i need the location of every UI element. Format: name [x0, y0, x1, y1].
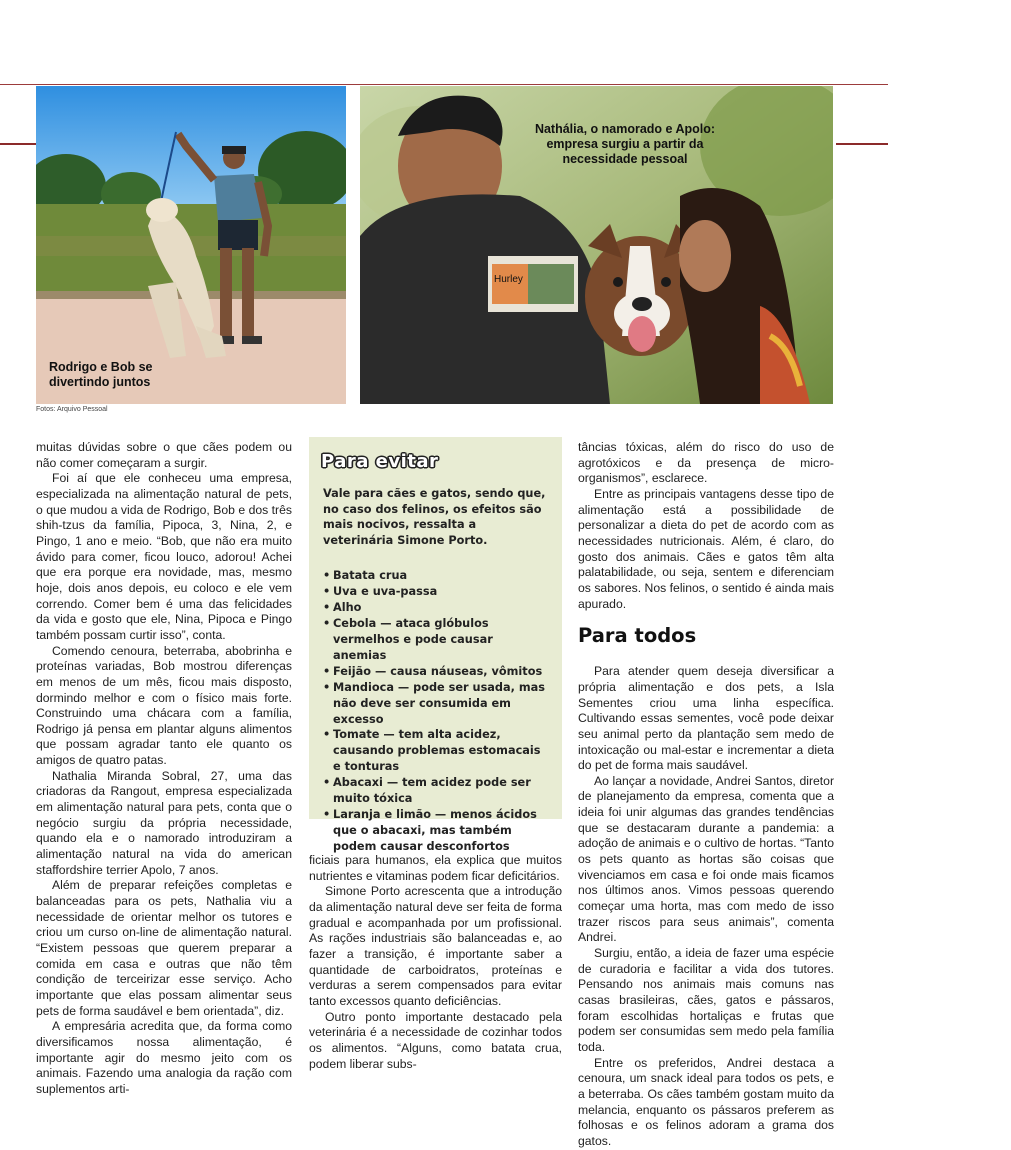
photo-rodrigo-and-bob-image [36, 86, 346, 404]
list-item: • Abacaxi — tem acidez pode ser muito tóxica [323, 775, 548, 807]
paragraph: Entre as principais vantagens desse tipo de alimentação está a possibilidade de personalizar a dieta do pet de acordo com as necessidades nutricionais. Além, é claro, do gosto dos animais. Cães e gatos têm alta palatabilidade, ou seja, sentem e diferenciam os sabores. Nos felinos, o sentido é ainda mais apurado. [578, 486, 834, 611]
list-item: • Batata crua [323, 568, 548, 584]
paragraph: ficiais para humanos, ela explica que muitos nutrientes e vitaminas podem ficar deficitários. [309, 853, 562, 883]
list-item: • Uva e uva-passa [323, 584, 548, 600]
photo-credit: Fotos: Arquivo Pessoal [36, 406, 108, 413]
paragraph: muitas dúvidas sobre o que cães podem ou não comer começaram a surgir. [36, 440, 292, 470]
paragraph: A empresária acredita que, da forma como diversificamos nossa alimentação, é importante agir do mesmo jeito com os animais. Fazendo uma analogia da ração com suplementos arti- [36, 1019, 292, 1096]
photo-rodrigo-and-bob [36, 86, 346, 404]
section-heading-para-todos: Para todos [578, 624, 697, 648]
photo-caption-right: Nathália, o namorado e Apolo: empresa surgiu a partir da necessidade pessoal [534, 122, 716, 166]
paragraph: Entre os preferidos, Andrei destaca a cenoura, um snack ideal para todos os pets, e a beterraba. Os cães também gostam muito da melancia, enquanto os pássaros preferem as folhosas e os felinos adoram a grama dos gatos. [578, 1055, 834, 1148]
sidebar-list [321, 568, 548, 854]
paragraph: Comendo cenoura, beterraba, abobrinha e proteínas variadas, Bob mostrou diferenças em menos de um mês, ficou mais disposto, dormindo melhor e com o físico mais forte. Construindo uma chácara com a família, Rodrigo já pensa em plantar alguns alimentos que possam agradar tanto ele quanto os amigos de quatro patas. [36, 643, 292, 768]
paragraph: Foi aí que ele conheceu uma empresa, especializada na alimentação natural de pets, o que mudou a vida de Rodrigo, Bob e dos três shih-tzus da família, Pipoca, 3, Nina, 2, e Pingo, 1 ano e meio. “Bob, que não era muito ávido para comer, ficou louco, adorou! Achei que era porque era novidade, mas, mesmo hoje, dois anos depois, eu coloco e ele vem correndo. Comer bem é uma das felicidades da vida e gosto que ele, Nina, Pipoca e Pingo também possam curtir isso”, conta. [36, 471, 292, 642]
list-item: • Laranja e limão — menos ácidos que o abacaxi, mas também podem causar desconfortos [323, 807, 548, 855]
article-column-1 [36, 440, 292, 1098]
paragraph: Além de preparar refeições completas e balanceadas para os pets, Nathalia viu a necessidade de orientar melhor os tutores e criou um curso on-line de alimentação natural. “Existem pessoas que querem preparar a comida em casa e outras que não têm condição de terceirizar esse serviço. Acho importante que elas possam alimentar seus pets de forma saudável e bem orientada”, diz. [36, 878, 292, 1018]
paragraph: tâncias tóxicas, além do risco do uso de agrotóxicos e da presença de micro-organismos”, esclarece. [578, 440, 834, 486]
sidebar-title: Para evitar [321, 451, 439, 472]
shirt-brand-text: Hurley [494, 274, 523, 285]
sidebar-intro: Vale para cães e gatos, sendo que, no caso dos felinos, os efeitos são mais nocivos, ressalta a veterinária Simone Porto. [323, 487, 546, 547]
photo-caption-left: Rodrigo e Bob se divertindo juntos [49, 360, 153, 389]
paragraph: Outro ponto importante destacado pela veterinária é a necessidade de cozinhar todos os alimentos. “Alguns, como batata crua, podem liberar subs- [309, 1009, 562, 1071]
list-item: • Alho [323, 600, 548, 616]
right-accent-rule [836, 143, 888, 145]
paragraph: Nathalia Miranda Sobral, 27, uma das criadoras da Rangout, empresa especializada em alimentação natural para pets, conta que o negócio surgiu da própria necessidade, quando ela e o namorado introduziram a alimentação natural na vida do american staffordshire terrier Apolo, 7 anos. [36, 768, 292, 877]
paragraph: Para atender quem deseja diversificar a própria alimentação e dos pets, a Isla Sementes criou uma linha específica. Cultivando essas sementes, você pode deixar seu animal perto da plantação sem medo de intoxicação ou mal-estar e incrementar a dieta do pet de forma mais saudável. [578, 664, 834, 773]
paragraph: Simone Porto acrescenta que a introdução da alimentação natural deve ser feita de forma gradual e acompanhada por um profissional. As rações industriais são balanceadas e, ao fazer a transição, é importante saber a quantidade de carboidratos, proteínas e verduras a serem compensados para evitar tanto excessos quanto deficiências. [309, 884, 562, 1008]
list-item: • Cebola — ataca glóbulos vermelhos e pode causar anemias [323, 616, 548, 664]
article-column-2 [309, 853, 562, 1072]
sidebar-para-evitar [309, 437, 562, 853]
list-item: • Mandioca — pode ser usada, mas não deve ser consumida em excesso [323, 680, 548, 728]
paragraph: Ao lançar a novidade, Andrei Santos, diretor de planejamento da empresa, comenta que a ideia foi unir algumas das grandes tendências que se destacaram durante a pandemia: a adoção de animais e o cultivo de hortas. “Tanto os pets quanto as hortas são coisas que vivenciamos em casa e foi onde mais ficamos nos últimos anos. Vimos pessoas querendo começar uma horta, mas com medo de isso trazer riscos para seus animais”, comenta Andrei. [578, 773, 834, 945]
top-rule [0, 84, 888, 85]
article-column-3 [578, 440, 834, 1150]
left-accent-rule [0, 143, 36, 145]
list-item: • Feijão — causa náuseas, vômitos [323, 664, 548, 680]
paragraph: Surgiu, então, a ideia de fazer uma espécie de curadoria e facilitar a vida dos tutores. Pensando nos animais mais comuns nas casas brasileiras, cães, gatos e pássaros, foram escolhidas hortaliças e frutas que podem ser consumidas sem medo pela família toda. [578, 946, 834, 1054]
list-item: • Tomate — tem alta acidez, causando problemas estomacais e tonturas [323, 727, 548, 775]
